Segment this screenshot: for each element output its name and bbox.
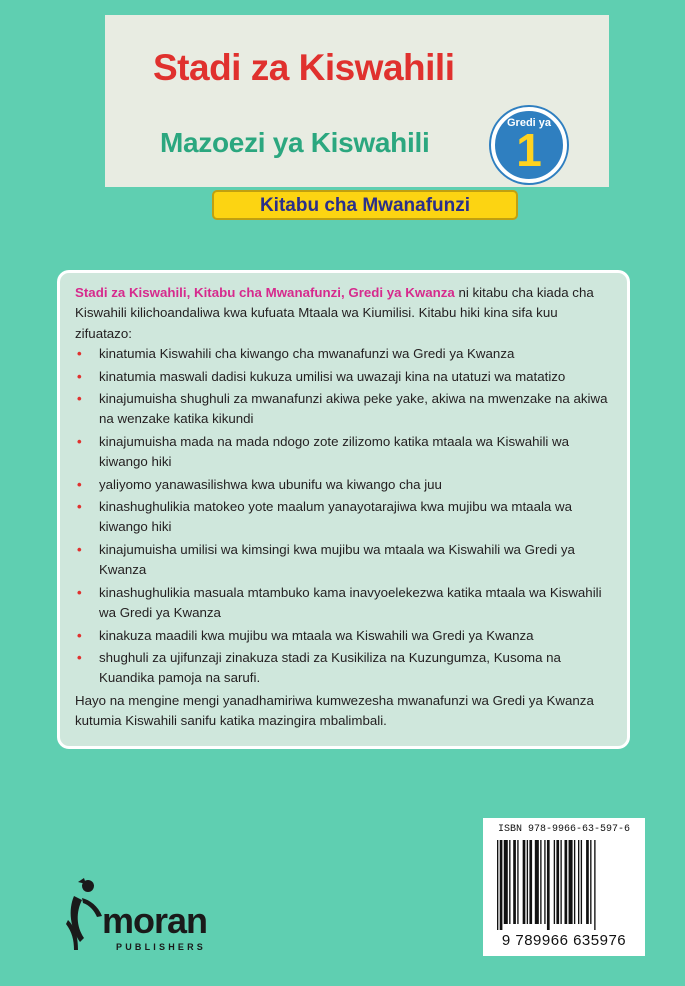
bullet-icon: • xyxy=(77,346,82,362)
feature-text: kinakuza maadili kwa mujibu wa mtaala wa Kiswahili wa Gredi ya Kwanza xyxy=(99,627,534,643)
grade-badge xyxy=(491,107,567,183)
feature-list xyxy=(75,344,615,689)
list-item xyxy=(75,389,615,430)
barcode xyxy=(483,818,645,956)
list-item xyxy=(75,540,615,581)
list-item xyxy=(75,583,615,624)
feature-text: kinajumuisha mada na mada ndogo zote zilizomo katika mtaala wa Kiswahili wa kiwango hiki xyxy=(99,433,570,470)
feature-text: kinatumia Kiswahili cha kiwango cha mwanafunzi wa Gredi ya Kwanza xyxy=(99,346,515,362)
title-panel xyxy=(105,15,609,187)
feature-text: kinajumuisha shughuli za mwanafunzi akiwa peke yake, akiwa na mwenzake na akiwa na wenzake katika kikundi xyxy=(99,391,608,427)
intro-highlight: Stadi za Kiswahili, Kitabu cha Mwanafunzi, Gredi ya Kwanza xyxy=(75,285,455,300)
feature-text: yaliyomo yanawasilishwa kwa ubunifu wa kiwango cha juu xyxy=(99,476,442,492)
bullet-icon: • xyxy=(77,433,82,449)
description-content xyxy=(75,283,615,732)
student-book-banner xyxy=(212,190,518,220)
feature-text: kinashughulikia matokeo yote maalum yanayotarajiwa kwa mujibu wa mtaala wa kiwango hiki xyxy=(99,499,573,535)
bullet-icon: • xyxy=(77,476,82,492)
bullet-icon: • xyxy=(77,499,82,515)
grade-number: 1 xyxy=(516,124,542,176)
list-item xyxy=(75,626,615,646)
bullet-icon: • xyxy=(77,627,82,643)
list-item xyxy=(75,367,615,387)
bullet-icon: • xyxy=(77,368,82,384)
bullet-icon: • xyxy=(77,541,82,557)
book-title: Stadi za Kiswahili xyxy=(153,47,455,88)
grade-label: Gredi ya xyxy=(506,117,552,129)
feature-text: kinashughulikia masuala mtambuko kama inavyoelekezwa katika mtaala wa Kiswahili wa Gredi ya Kwanza xyxy=(99,584,602,621)
list-item xyxy=(75,344,615,364)
barcode-digits: 9 789966 635976 xyxy=(501,932,627,949)
isbn-label: ISBN 978-9966-63-597-6 xyxy=(497,824,631,835)
book-subtitle: Mazoezi ya Kiswahili xyxy=(160,127,430,158)
list-item xyxy=(75,432,615,473)
intro-text: ni kitabu cha kiada cha Kiswahili kilichoandaliwa kwa kufuata Mtaala wa Kiumilisi. Kitabu hiki kina sifa kuu zifuatazo: xyxy=(75,285,594,341)
banner-text: Kitabu cha Mwanafunzi xyxy=(259,195,471,216)
bullet-icon: • xyxy=(77,649,82,665)
intro-paragraph xyxy=(75,283,615,344)
list-item xyxy=(75,475,615,495)
barcode-bars-icon xyxy=(497,840,631,930)
closing-paragraph: Hayo na mengine mengi yanadhamiriwa kumwezesha mwanafunzi wa Gredi ya Kwanza kutumia Kiswahili sanifu katika mazingira mbalimbali. xyxy=(75,692,594,729)
feature-text: kinatumia maswali dadisi kukuza umilisi wa uwazaji kina na utatuzi wa matatizo xyxy=(99,368,566,384)
bullet-icon: • xyxy=(77,391,82,407)
list-item xyxy=(75,497,615,538)
publisher-subtitle: PUBLISHERS xyxy=(116,942,207,952)
bullet-icon: • xyxy=(77,584,82,600)
publisher-name: moran xyxy=(102,900,208,941)
feature-text: kinajumuisha umilisi wa kimsingi kwa mujibu wa mtaala wa Kiswahili wa Gredi ya Kwanza xyxy=(99,541,575,578)
description-box xyxy=(57,270,630,749)
publisher-logo xyxy=(64,876,244,956)
list-item xyxy=(75,648,615,689)
feature-text: shughuli za ujifunzaji zinakuza stadi za Kusikiliza na Kuzungumza, Kusoma na Kuandika pamoja na sarufi. xyxy=(99,649,561,686)
